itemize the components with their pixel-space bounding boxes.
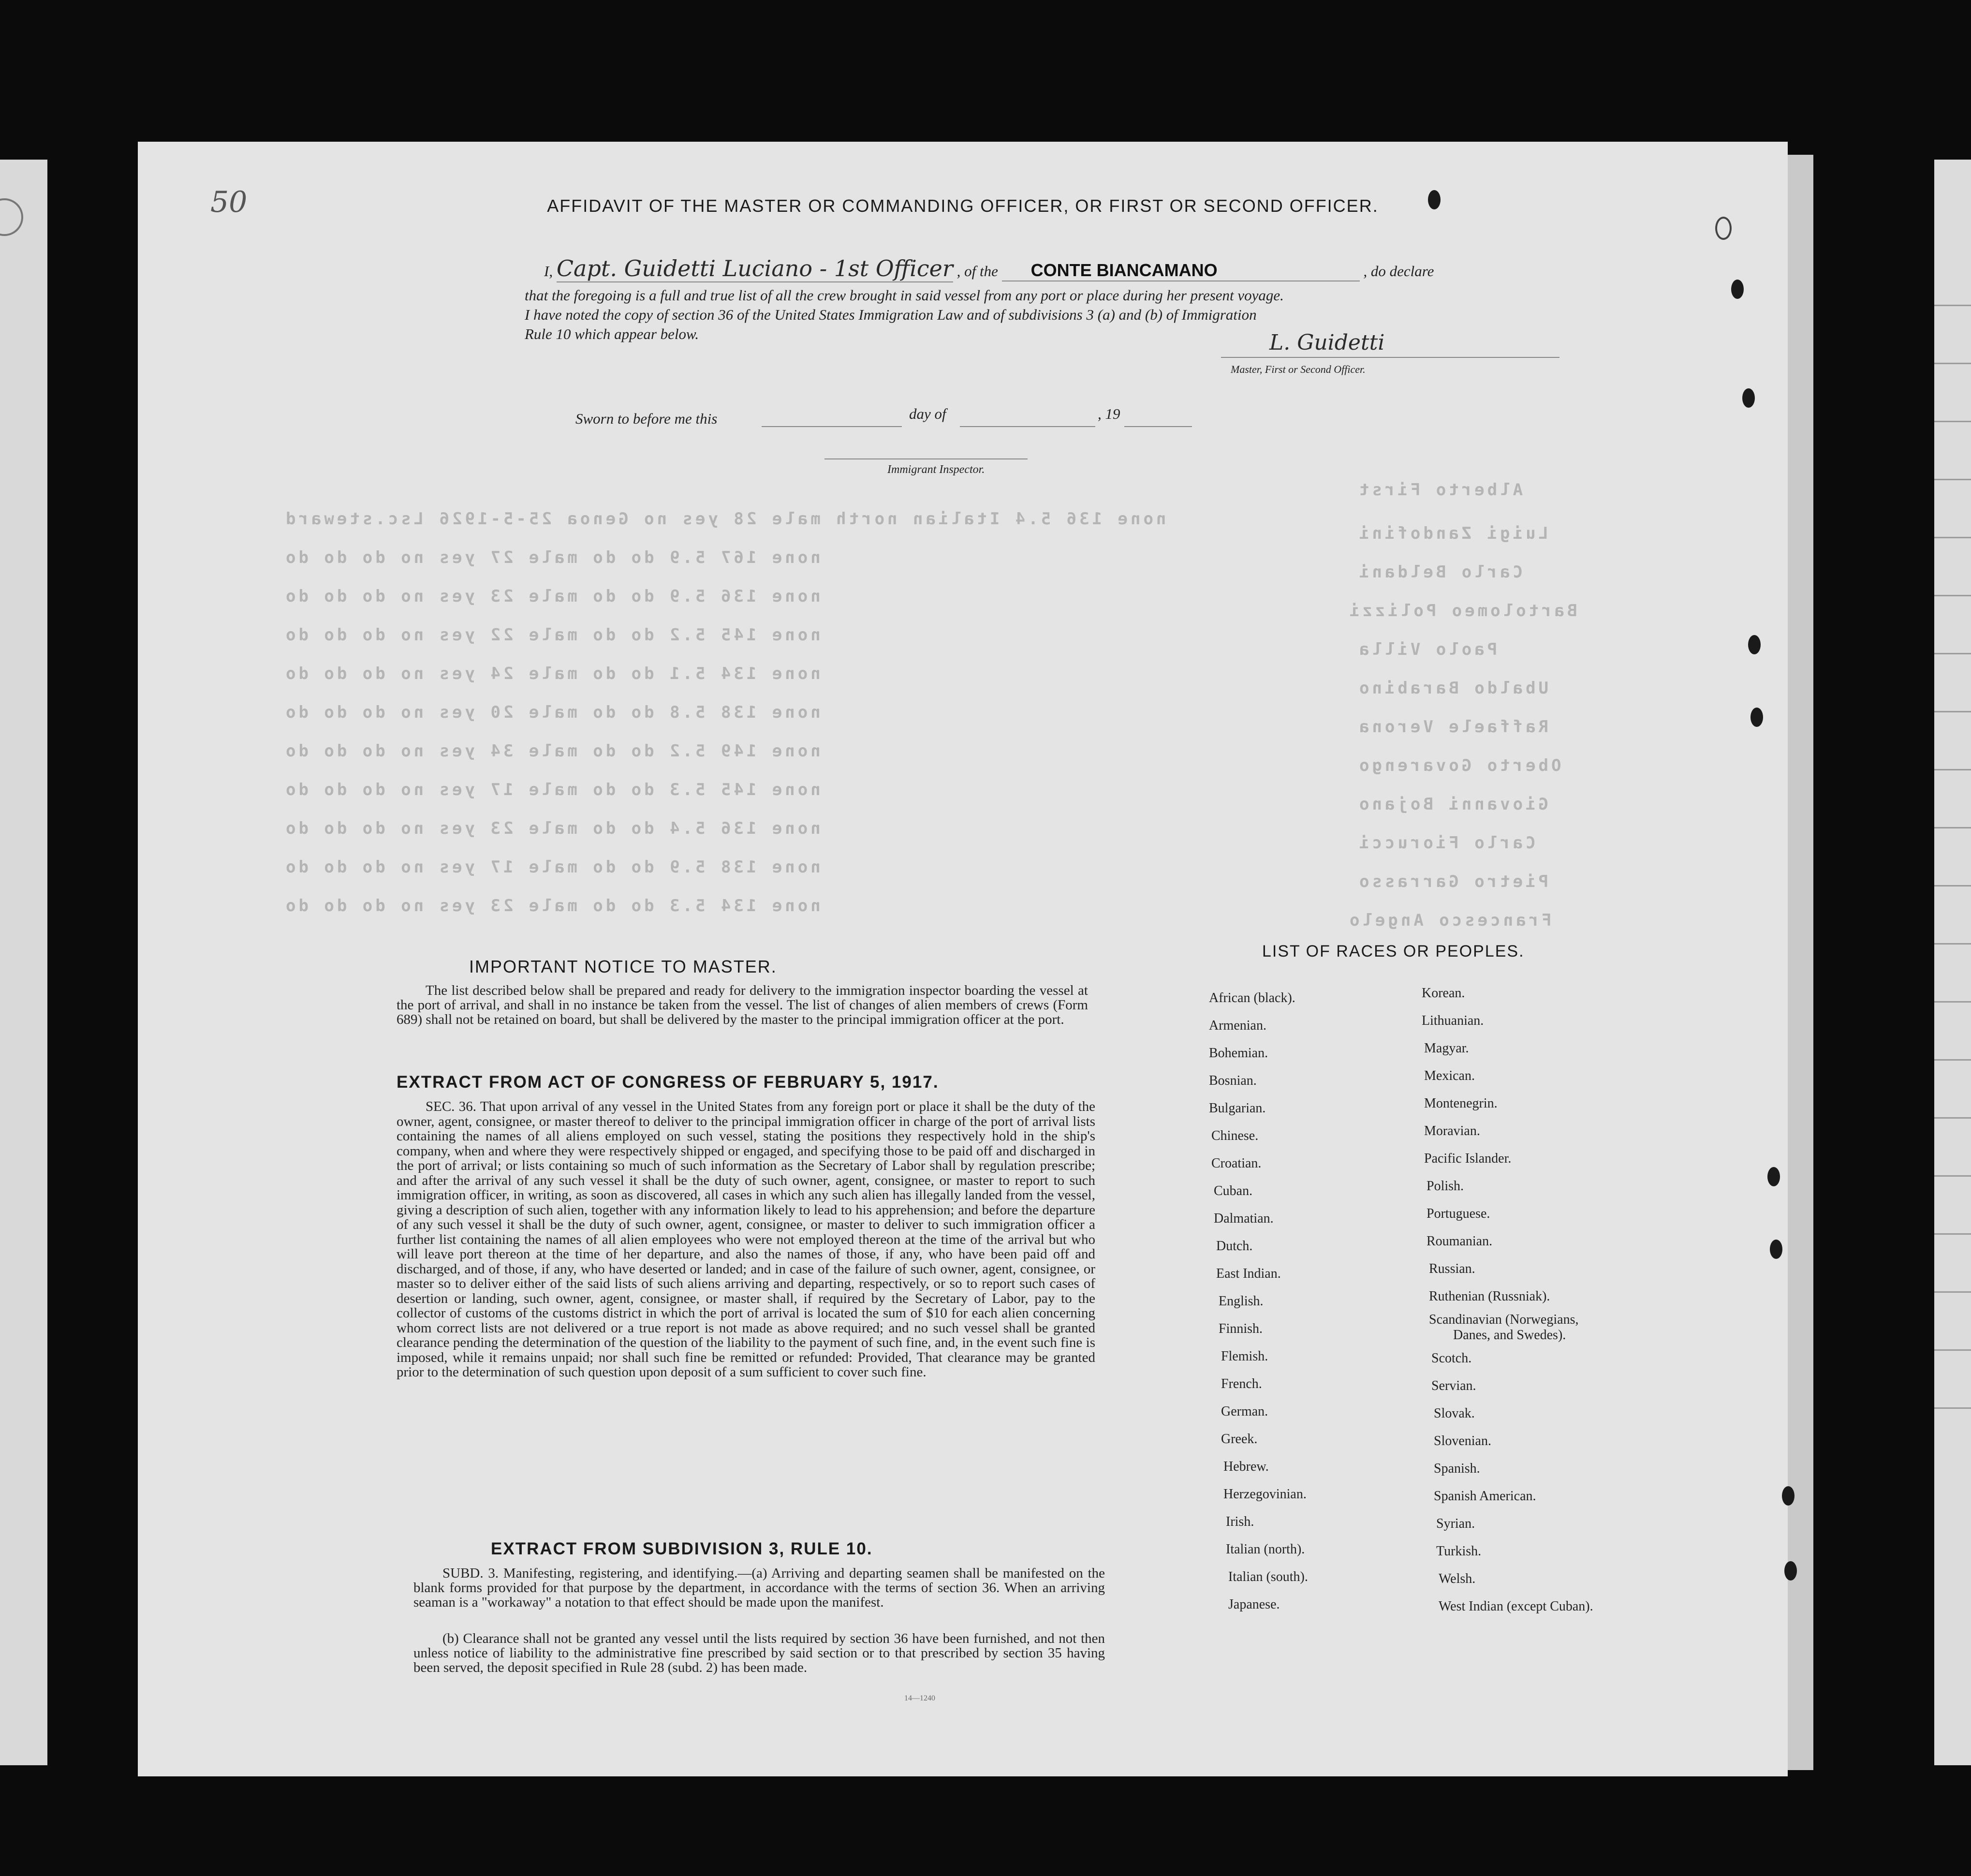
race-item: Croatian. [1211,1156,1262,1171]
race-item: East Indian. [1216,1266,1281,1281]
race-item: Spanish American. [1434,1489,1536,1504]
punch-hole [1767,1167,1780,1186]
race-item: Bulgarian. [1209,1101,1266,1116]
race-item: Portuguese. [1427,1206,1490,1221]
bleed-through: none 145 5.2 do do male 22 yes no do do do [283,625,821,645]
race-item: German. [1221,1404,1268,1419]
vessel-name: CONTE BIANCAMANO [1030,260,1218,280]
sworn-month-line [960,426,1095,427]
bleed-through: Bartolomeo Polizzi [1347,601,1577,620]
race-item: Italian (south). [1228,1569,1308,1584]
race-item: Chinese. [1211,1128,1259,1143]
punch-hole [1770,1240,1782,1259]
notice-title: IMPORTANT NOTICE TO MASTER. [469,957,777,976]
declaration-line-3: I have noted the copy of section 36 of the United States Immigration Law and of subdivisions 3 (a) and (b) of Immigration [525,306,1257,323]
bleed-through: none 145 5.3 do do male 17 yes no do do do [283,780,821,799]
race-item: Scandinavian (Norwegians, [1429,1312,1579,1327]
race-item: Turkish. [1436,1544,1482,1559]
race-item: Slovenian. [1434,1433,1491,1448]
rule-extract-title: EXTRACT FROM SUBDIVISION 3, RULE 10. [491,1539,873,1558]
declarant-name: Capt. Guidetti Luciano - 1st Officer [556,255,953,281]
bleed-through: none 134 5.1 do do male 24 yes no do do do [283,664,821,683]
race-item: Servian. [1431,1378,1476,1393]
bleed-through: Alberto First [1356,480,1523,500]
bleed-through: Carlo Beldani [1356,562,1523,582]
race-item: Irish. [1226,1514,1254,1529]
inspector-caption: Immigrant Inspector. [887,463,985,476]
signature-caption: Master, First or Second Officer. [1231,363,1366,375]
race-item: Russian. [1429,1261,1475,1276]
bleed-through: none 138 5.8 do do male 20 yes no do do do [283,703,821,722]
declaration-line-2: that the foregoing is a full and true list of all the crew brought in said vessel from any port or place during her present voyage. [525,287,1284,304]
affidavit-title: AFFIDAVIT OF THE MASTER OR COMMANDING OFFICER, OR FIRST OR SECOND OFFICER. [547,196,1379,216]
race-item: Italian (north). [1226,1542,1305,1557]
race-item: French. [1221,1376,1262,1391]
bleed-through: Paolo Villa [1356,640,1498,659]
declaration-line-1 [544,255,1434,282]
officer-signature: L. Guidetti [1269,330,1385,355]
bleed-through: Francesco Angelo [1347,911,1552,930]
race-item: Cuban. [1214,1183,1253,1198]
race-item-continuation: Danes, and Swedes). [1453,1328,1566,1343]
signature-line [1221,357,1559,358]
rule-extract-para-a: SUBD. 3. Manifesting, registering, and identifying.—(a) Arriving and departing seamen shall be manifested on the blank forms provided for that purpose by the department, in accordance with the terms of section 36. When an arriving seaman is a "workaway" a notation to that effect should be made upon the manifest. [413,1566,1105,1610]
bleed-through: Luigi Zandofini [1356,524,1549,543]
race-item: Roumanian. [1427,1234,1493,1249]
race-item: Welsh. [1439,1571,1476,1586]
form-number: 14—1240 [904,1694,935,1702]
bleed-through: none 136 5.9 do do male 23 yes no do do do [283,587,821,606]
race-item: Korean. [1422,986,1465,1001]
race-item: African (black). [1209,990,1295,1005]
notice-body: The list described below shall be prepared and ready for delivery to the immigration inspector boarding the vessel at the port of arrival, and shall in no instance be taken from the vessel. The list of changes of alien members of crews (Form 689) shall not be retained on board, but shall be delivered by the master to the principal immigration officer at the port. [397,983,1088,1028]
race-item: West Indian (except Cuban). [1439,1599,1593,1614]
race-item: Hebrew. [1223,1459,1269,1474]
race-item: Syrian. [1436,1516,1475,1531]
race-item: Montenegrin. [1424,1096,1498,1111]
race-item: Japanese. [1228,1597,1280,1612]
rule-extract-para-b: (b) Clearance shall not be granted any vessel until the lists required by section 36 have been furnished, and not then unless notice of liability to the administrative fine prescribed by said section or to that prescribed by section 35 having been served, the deposit specified in Rule 28 (subd. 2) has been made. [413,1631,1105,1676]
adjacent-right-page [1934,160,1971,1765]
year-label: , 19 [1098,405,1120,422]
race-item: Greek. [1221,1432,1258,1447]
punch-hole [1750,708,1763,727]
race-item: Lithuanian. [1422,1013,1484,1028]
race-item: Armenian. [1209,1018,1266,1033]
race-item: Finnish. [1219,1321,1263,1336]
race-item: Spanish. [1434,1461,1480,1476]
day-of-label: day of [909,405,946,422]
punch-hole [1428,190,1441,209]
punch-hole [1782,1486,1794,1506]
race-item: Bohemian. [1209,1046,1268,1061]
sworn-year-line [1124,426,1192,427]
bleed-through: Giovanni Bojano [1356,795,1549,814]
punch-hole [1731,280,1744,299]
race-item: Bosnian. [1209,1073,1257,1088]
bleed-through: none 149 5.2 do do male 34 yes no do do do [283,741,821,761]
bleed-through: Carlo Fiorucci [1356,833,1536,853]
declarant-prefix: I, [544,263,553,280]
act-extract-title: EXTRACT FROM ACT OF CONGRESS OF FEBRUARY 5, 1917. [397,1073,939,1092]
race-item: Slovak. [1434,1406,1475,1421]
punch-hole [1742,388,1755,408]
adjacent-left-page [0,160,47,1765]
race-item: Dutch. [1216,1239,1253,1254]
race-item: Mexican. [1424,1068,1475,1083]
page-number: 50 [210,185,248,219]
punch-hole [1715,217,1732,240]
bleed-through: Pietro Garrasso [1356,872,1549,891]
sworn-day-line [762,426,902,427]
do-declare-label: , do declare [1363,263,1434,280]
race-item: Scotch. [1431,1351,1472,1366]
stamp-fragment [0,198,23,236]
inspector-line [824,458,1028,459]
act-extract-body: SEC. 36. That upon arrival of any vessel in the United States from any foreign port or place it shall be the duty of the owner, agent, consignee, or master thereof to deliver to the principal immigration officer in charge of the port of arrival lists containing the names of all aliens employed on such vessel, stating the positions they respectively hold in the ship's company, when and where they were respectively shipped or engaged, and specifying those to be paid off and discharged in the port of arrival; or lists containing so much of such information as the Secretary of Labor shall by regulation prescribe; and after the arrival of any such vessel it shall be the duty of such owner, agent, consignee, or master to report to such immigration officer, in writing, as soon as discovered, all cases in which any such alien has illegally landed from the vessel, giving a description of such alien, together with any information likely to lead to his apprehension; and before the departure of any such vessel it shall be the duty of such owner, agent, consignee, or master to deliver to such immigration officer a further list containing the names of all alien employees who were not employed thereon at the time of the arrival but who will leave port thereon at the time of her departure, and also the names of those, if any, who have been paid off and discharged, and of those, if any, who have deserted or landed; and in case of the failure of such owner, agent, consignee, or master so to deliver either of the said lists of such aliens arriving and departing, respectively, or so to report such cases of desertion or landing, such owner, agent, consignee, or master shall, if required by the Secretary of Labor, pay to the collector of customs of the customs district in which the port of arrival is located the sum of $10 for each alien concerning whom correct lists are not delivered or a true report is not made as above required; and no such vessel shall be granted clearance pending the determination of the question of the liability to the payment of such fine, and, in the event such fine is imposed, while it remains unpaid; nor shall such fine be remitted or refunded: Provided, That clearance may be granted prior to the determination of such question upon deposit of a sum sufficient to cover such fine. [397,1099,1095,1380]
race-item: Polish. [1427,1179,1464,1194]
race-item: Dalmatian. [1214,1211,1274,1226]
bleed-through: none 138 5.9 do do male 17 yes no do do do [283,857,821,877]
declaration-line-4: Rule 10 which appear below. [525,325,699,342]
bleed-through: none 136 5.4 Italian north male 28 yes no Genoa 25-5-1926 Lsc.steward [283,509,1166,529]
race-item: English. [1219,1294,1264,1309]
race-item: Ruthenian (Russniak). [1429,1289,1550,1304]
bleed-through: Ubaldo Barabino [1356,679,1549,698]
race-item: Magyar. [1424,1041,1469,1056]
bleed-through: none 136 5.4 do do male 23 yes no do do do [283,819,821,838]
bleed-through: Raffaele Verona [1356,717,1549,737]
of-the-label: , of the [956,263,998,280]
bleed-through: Oberto Govarengo [1356,756,1561,775]
affidavit-sheet [138,142,1788,1776]
races-title: LIST OF RACES OR PEOPLES. [1262,942,1525,960]
race-item: Pacific Islander. [1424,1151,1512,1166]
punch-hole [1748,635,1761,654]
sworn-text: Sworn to before me this [575,410,718,427]
bleed-through: none 134 5.3 do do male 23 yes no do do do [283,896,821,916]
punch-hole [1784,1561,1797,1581]
race-item: Flemish. [1221,1349,1268,1364]
race-item: Moravian. [1424,1123,1480,1138]
race-item: Herzegovinian. [1223,1487,1307,1502]
bleed-through: none 167 5.9 do do male 27 yes no do do do [283,548,821,567]
